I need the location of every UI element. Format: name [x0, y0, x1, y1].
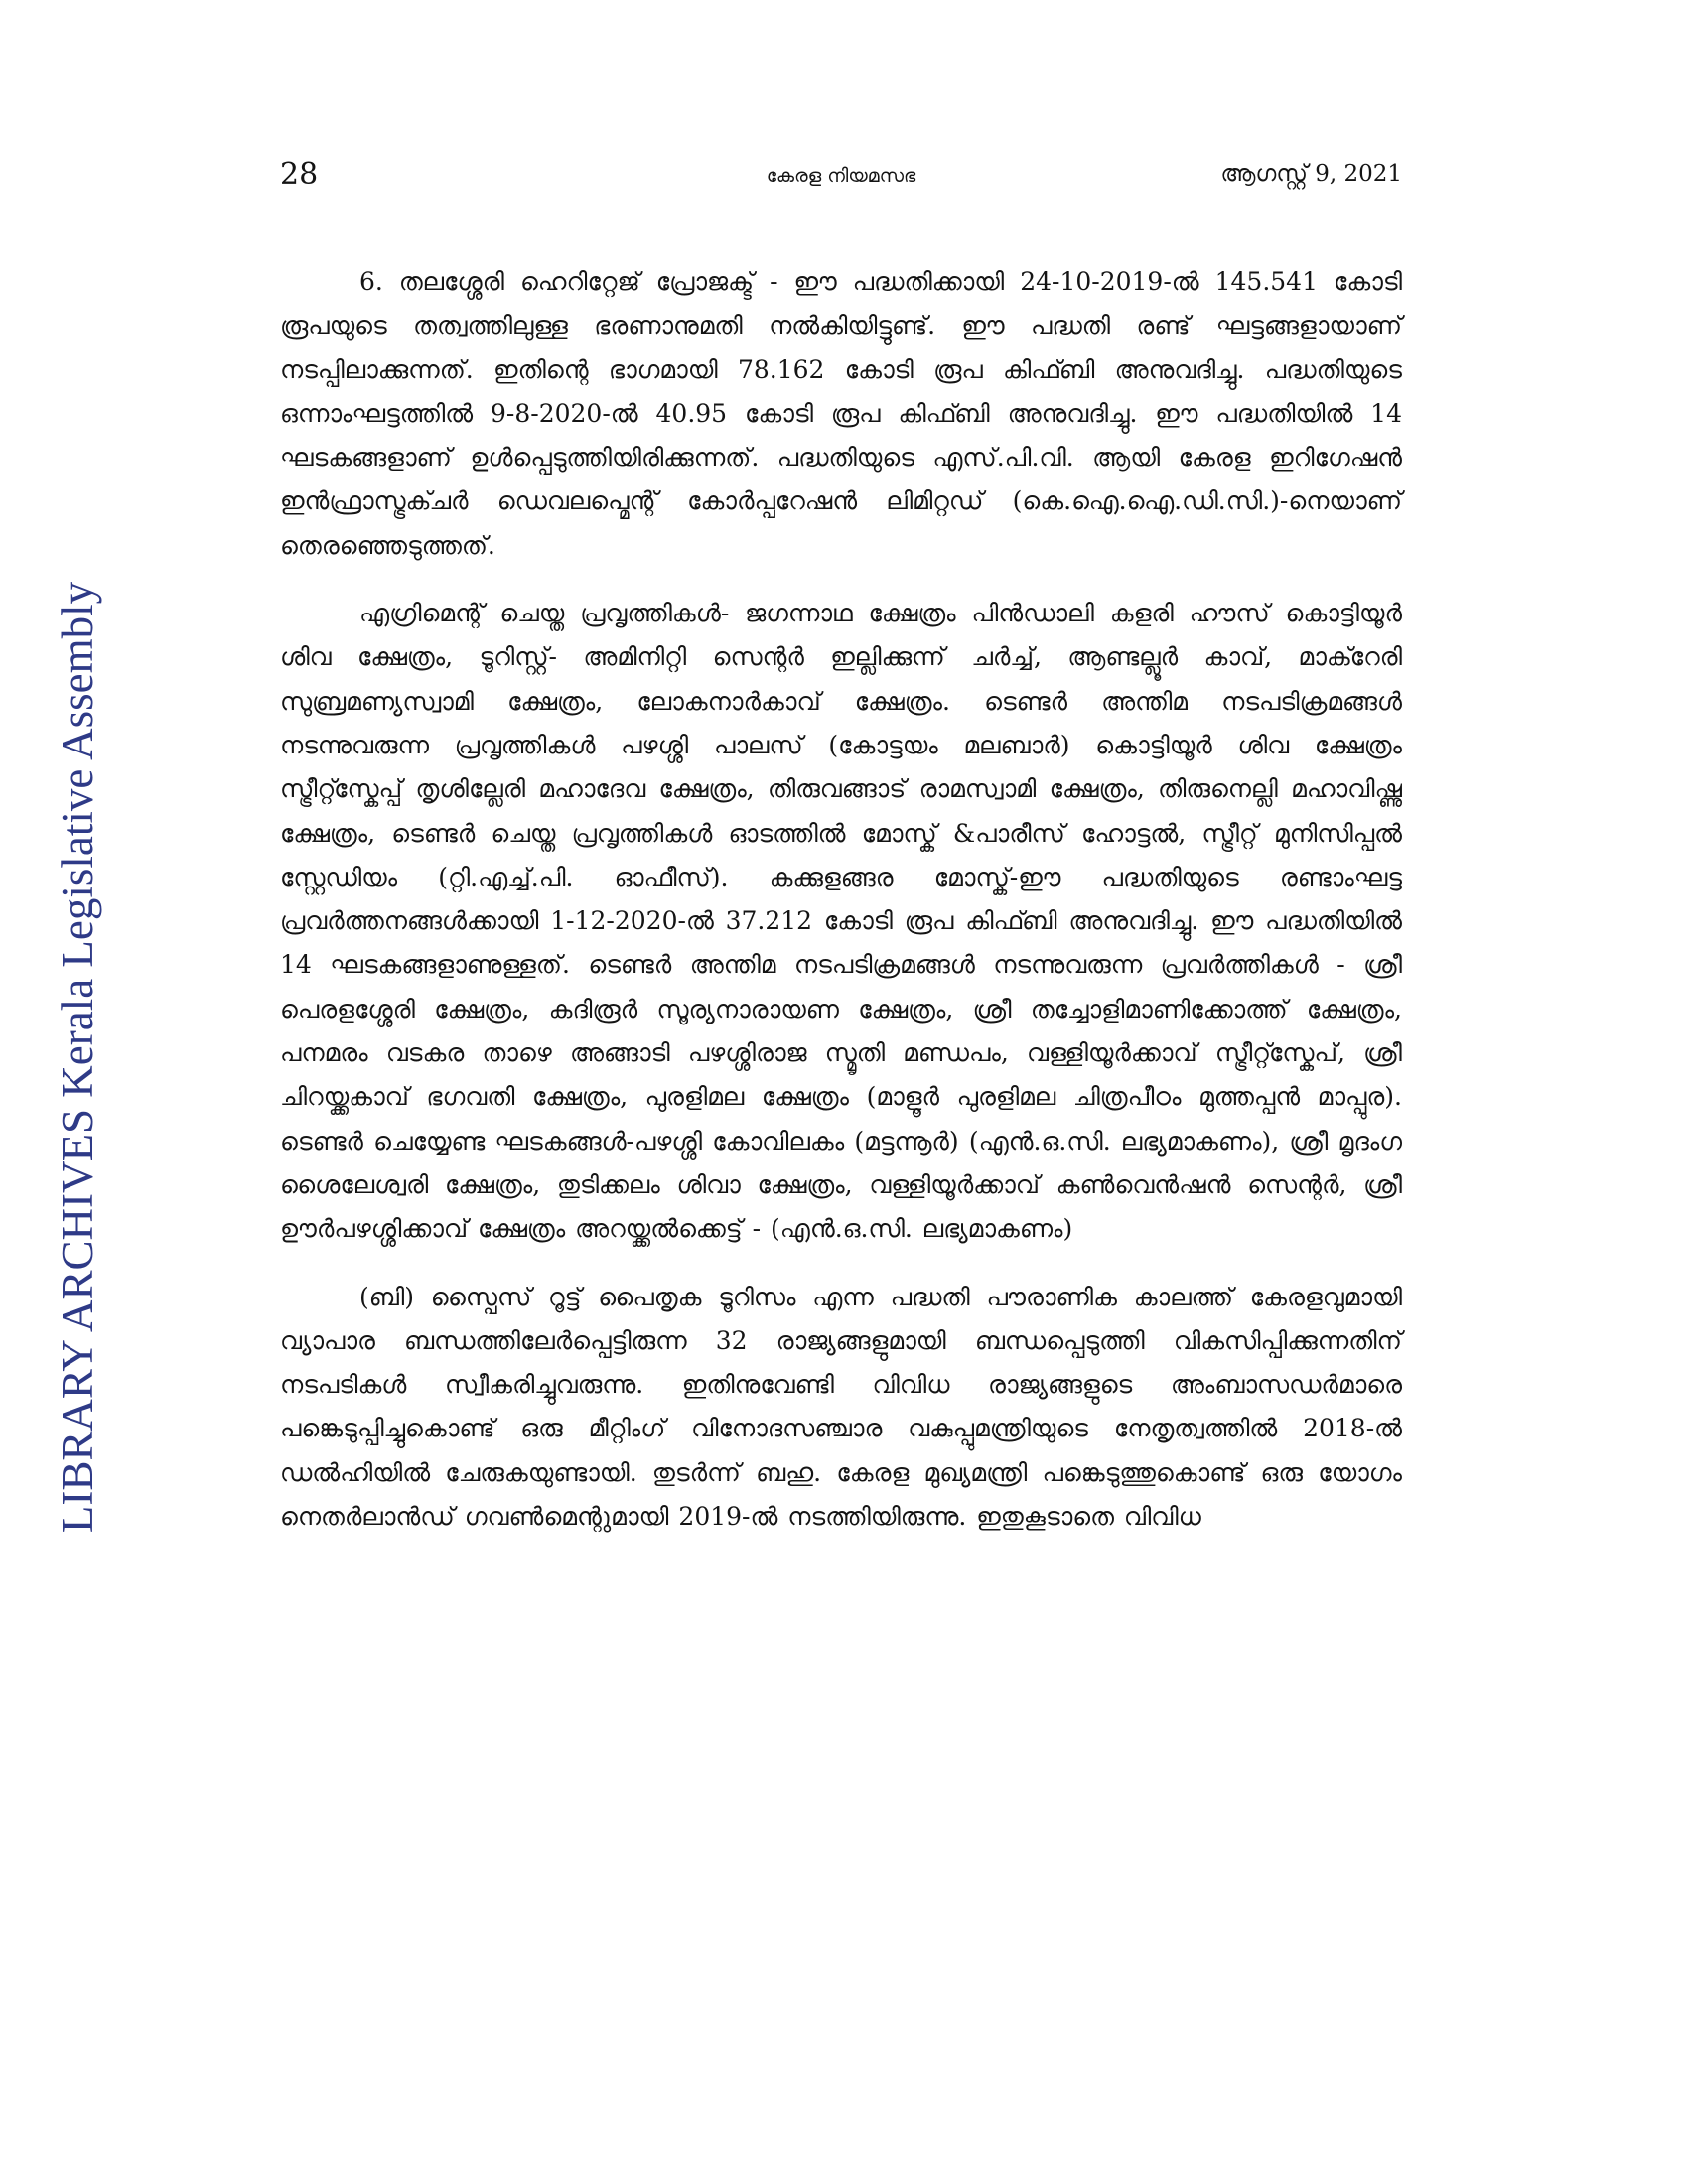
session-date: ആഗസ്റ്റ് 9, 2021	[1220, 161, 1402, 187]
page-number: 28	[280, 157, 319, 192]
page-header	[280, 157, 1402, 206]
document-body	[280, 260, 1402, 1539]
paragraph-spice-route: (ബി) സ്പൈസ് റൂട്ട് പൈതൃക ടൂറിസം എന്ന പദ്ധതി പൗരാണിക കാലത്ത് കേരളവുമായി വ്യാപാര ബന്ധത്തിലേർപ്പെട്ടിരുന്ന 32 രാജ്യങ്ങളുമായി ബന്ധപ്പെടുത്തി വികസിപ്പിക്കുന്നതിന് നടപടികൾ സ്വീകരിച്ചുവരുന്നു. ഇതിനുവേണ്ടി വിവിധ രാജ്യങ്ങളുടെ അംബാസഡർമാരെ പങ്കെടുപ്പിച്ചുകൊണ്ട് ഒരു മീറ്റിംഗ് വിനോദസഞ്ചാര വകുപ്പുമന്ത്രിയുടെ നേതൃത്വത്തിൽ 2018-ൽ ഡൽഹിയിൽ ചേരുകയുണ്ടായി. തുടർന്ന് ബഹു. കേരള മുഖ്യമന്ത്രി പങ്കെടുത്തുകൊണ്ട് ഒരു യോഗം നെതർലാൻഡ് ഗവൺമെന്റുമായി 2019-ൽ നടത്തിയിരുന്നു. ഇതുകൂടാതെ വിവിധ	[280, 1282, 1402, 1532]
paragraph-agreement-works: എഗ്രിമെന്റ് ചെയ്ത പ്രവൃത്തികൾ- ജഗന്നാഥ ക്ഷേത്രം പിൻഡാലി കളരി ഹൗസ് കൊട്ടിയൂർ ശിവ ക്ഷേത്രം, ടൂറിസ്റ്റ്- അമിനിറ്റി സെന്റർ ഇല്ലിക്കുന്ന് ചർച്ച്, ആണ്ടല്ലൂർ കാവ്, മാക്റേരി സുബ്രമണ്യസ്വാമി ക്ഷേത്രം, ലോകനാർകാവ് ക്ഷേത്രം. ടെണ്ടർ അന്തിമ നടപടിക്രമങ്ങൾ നടന്നുവരുന്ന പ്രവൃത്തികൾ പഴശ്ശി പാലസ് (കോട്ടയം മലബാർ) കൊട്ടിയൂർ ശിവ ക്ഷേത്രം സ്ട്രീറ്റ്സ്കേപ്പ് തൃശില്ലേരി മഹാദേവ ക്ഷേത്രം, തിരുവങ്ങാട് രാമസ്വാമി ക്ഷേത്രം, തിരുനെല്ലി മഹാവിഷ്ണു ക്ഷേത്രം, ടെണ്ടർ ചെയ്ത പ്രവൃത്തികൾ ഓടത്തിൽ മോസ്ക് &പാരീസ് ഹോട്ടൽ, സ്ട്രീറ്റ് മുനിസിപ്പൽ സ്റ്റേഡിയം (റ്റി.എച്ച്.പി. ഓഫീസ്). കക്കുളങ്ങര മോസ്ക്-ഈ പദ്ധതിയുടെ രണ്ടാംഘട്ട പ്രവർത്തനങ്ങൾക്കായി 1-12-2020-ൽ 37.212 കോടി രൂപ കിഫ്ബി അനുവദിച്ചു. ഈ പദ്ധതിയിൽ 14 ഘടകങ്ങളാണുള്ളത്. ടെണ്ടർ അന്തിമ നടപടിക്രമങ്ങൾ നടന്നുവരുന്ന പ്രവർത്തികൾ - ശ്രീ പെരളശ്ശേരി ക്ഷേത്രം, കദിരൂർ സൂര്യനാരായണ ക്ഷേത്രം, ശ്രീ തച്ചോളിമാണിക്കോത്ത് ക്ഷേത്രം, പനമരം വടകര താഴെ അങ്ങാടി പഴശ്ശിരാജ സ്മൃതി മണ്ഡപം, വള്ളിയൂർക്കാവ് സ്ട്രീറ്റ്സ്കേപ്, ശ്രീ ചിറയ്ക്കകാവ് ഭഗവതി ക്ഷേത്രം, പുരളിമല ക്ഷേത്രം (മാളൂർ പുരളിമല ചിത്രപീഠം മുത്തപ്പൻ മാപ്പുര). ടെണ്ടർ ചെയ്യേണ്ട ഘടകങ്ങൾ-പഴശ്ശി കോവിലകം (മട്ടന്നൂർ) (എൻ.ഒ.സി. ലഭ്യമാകണം), ശ്രീ മൃദംഗ ശൈലേശ്വരി ക്ഷേത്രം, തുടിക്കലം ശിവാ ക്ഷേത്രം, വള്ളിയൂർക്കാവ് കൺവെൻഷൻ സെന്റർ, ശ്രീ ഊർപഴശ്ശിക്കാവ് ക്ഷേത്രം അറയ്ക്കൽക്കെട്ട് - (എൻ.ഒ.സി. ലഭ്യമാകണം)	[280, 599, 1402, 1244]
library-archives-watermark: LIBRARY ARCHIVES Kerala Legislative Assembly	[53, 581, 102, 1534]
assembly-name: കേരള നിയമസഭ	[766, 165, 916, 187]
paragraph-thalassery-heritage: 6. തലശ്ശേരി ഹെറിറ്റേജ് പ്രോജക്ട് - ഈ പദ്ധതിക്കായി 24-10-2019-ൽ 145.541 കോടി രൂപയുടെ തത്വത്തിലുള്ള ഭരണാനുമതി നൽകിയിട്ടുണ്ട്. ഈ പദ്ധതി രണ്ട് ഘട്ടങ്ങളായാണ് നടപ്പിലാക്കുന്നത്. ഇതിന്റെ ഭാഗമായി 78.162 കോടി രൂപ കിഫ്ബി അനുവദിച്ചു. പദ്ധതിയുടെ ഒന്നാംഘട്ടത്തിൽ 9-8-2020-ൽ 40.95 കോടി രൂപ കിഫ്ബി അനുവദിച്ചു. ഈ പദ്ധതിയിൽ 14 ഘടകങ്ങളാണ് ഉൾപ്പെടുത്തിയിരിക്കുന്നത്. പദ്ധതിയുടെ എസ്.പി.വി. ആയി കേരള ഇറിഗേഷൻ ഇൻഫ്രാസ്ട്രക്ചർ ഡെവലപ്മെന്റ് കോർപ്പറേഷൻ ലിമിറ്റഡ് (കെ.ഐ.ഐ.ഡി.സി.)-നെയാണ് തെരഞ്ഞെടുത്തത്.	[280, 267, 1402, 560]
